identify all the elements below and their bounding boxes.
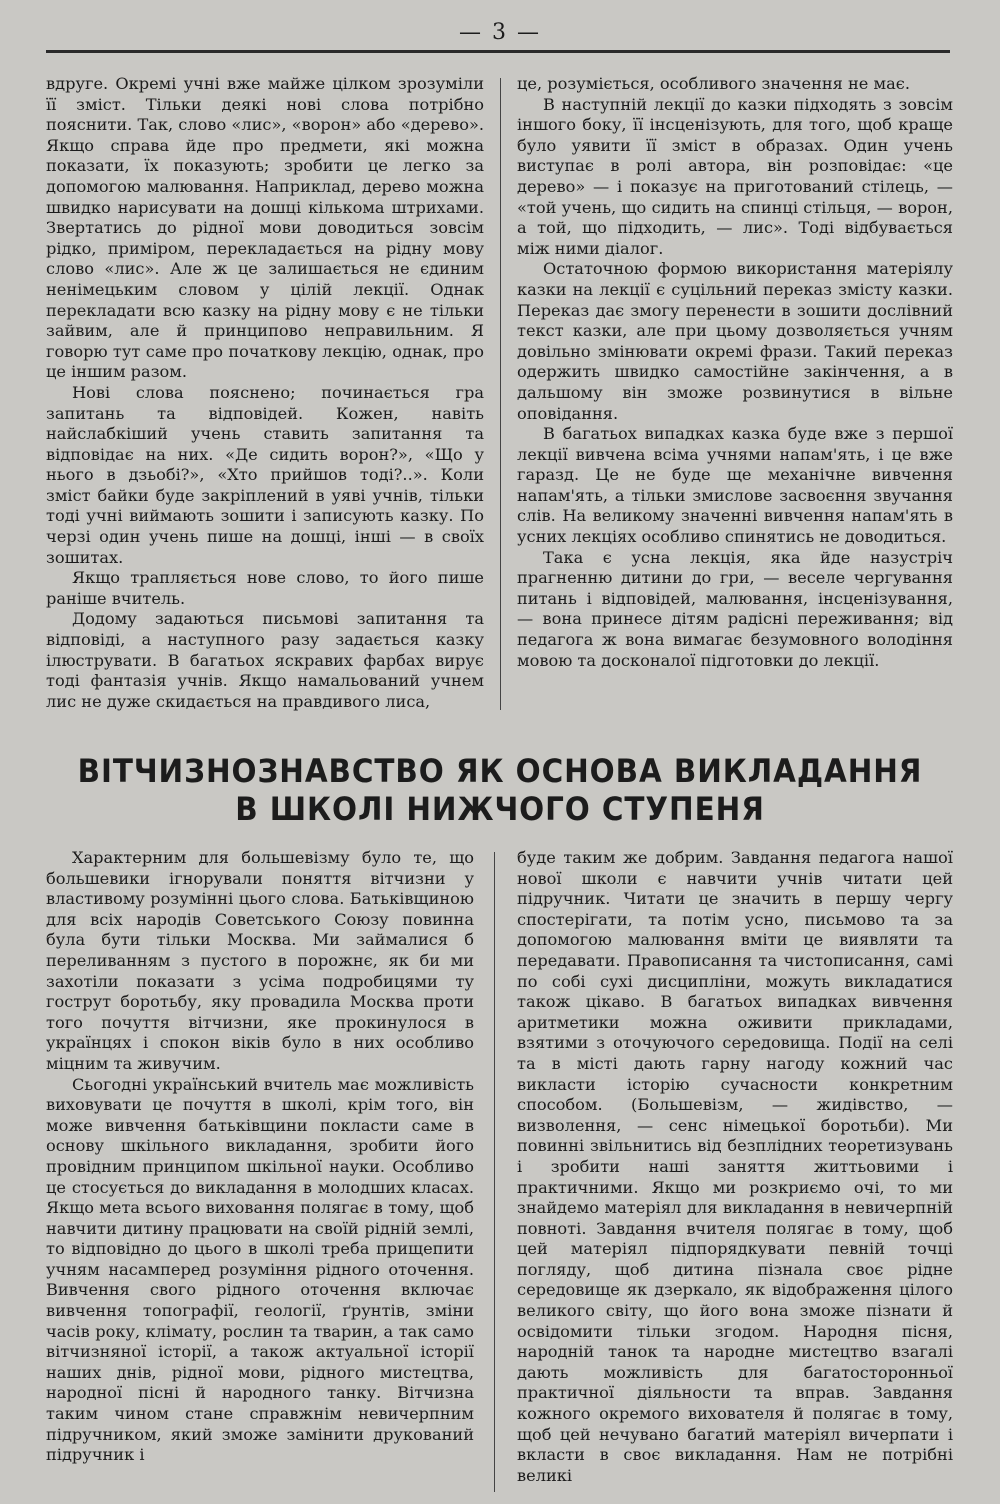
paragraph: це, розуміється, особливого значення не має. bbox=[517, 74, 910, 93]
paragraph: Якщо трапляється нове слово, то його пише раніше вчитель. bbox=[46, 568, 484, 608]
paragraph: Додому задаються письмові запитання та відповіді, а наступного разу задається казку ілюструвати. В багатьох яскравих фарбах вирує тоді фантазія учнів. Якщо намальований учнем лис не дуже скидається на правдивого лиса, bbox=[46, 609, 484, 711]
page-number: — 3 — bbox=[459, 20, 541, 45]
column-divider bbox=[500, 78, 501, 710]
paragraph: вдруге. Окремі учні вже майже цілком зрозуміли її зміст. Тільки деякі нові слова потрібно пояснити. Так, слово «лис», «ворон» або «дерево». Якщо справа йде про предмети, які можна показати, їх показують; зробити це легко за допомогою малювання. Наприклад, дерево можна швидко нарисувати на дошці кількома штрихами. Звертатись до рідної мови доводиться зовсім рідко, приміром, перекладається на рідну мову слово «лис». Але ж це залишається не єдиним ненімецьким словом у цілій лекції. Однак перекладати всю казку на рідну мову є не тільки зайвим, але й принципово неправильним. Я говорю тут саме про початкову лекцію, однак, про це іншим разом. bbox=[46, 74, 484, 382]
paragraph: Сьогодні український вчитель має можливість виховувати це почуття в школі, крім того, він може вивчення батьківщини покласти саме в основу шкільного викладання, зробити його провідним принципом шкільної науки. Особливо це стосується до викладання в молодших класах. Якщо мета всього виховання полягає в тому, щоб навчити дитину працювати на своїй рідній землі, то відповідно до цього в школі треба прищепити учням насамперед розуміння рідного оточення. Вивчення свого рідного оточення включає вивчення топографії, геології, ґрунтів, зміни часів року, клімату, рослин та тварин, а так само вітчизняної історії, а також актуальної історії наших днів, рідної мови, рідного мистецтва, народної пісні й народного танку. Вітчизна таким чином стане справжнім невичерпним підручником, який зможе замінити друкований підручник і bbox=[46, 1074, 474, 1465]
paragraph: Нові слова пояснено; починається гра запитань та відповідей. Кожен, навіть найслабкіший учень ставить запитання та відповідає на них. «Де сидить ворон?», «Що у нього в дзьобі?», «Хто прийшов тоді?..». Коли зміст байки буде закріплений в уяві учнів, тільки тоді учні виймають зошити і записують казку. По черзі один учень пише на дошці, інші — в своїх зошитах. bbox=[46, 382, 484, 567]
header-rule bbox=[46, 50, 950, 53]
article-title-line-1: ВІТЧИЗНОЗНАВСТВО ЯК ОСНОВА ВИКЛАДАННЯ bbox=[77, 752, 923, 790]
paragraph: Така є усна лекція, яка йде назустріч прагненню дитини до гри, — веселе чергування питань і відповідей, малювання, інсценізування, — вона принесе дітям радісні переживання; від педагога ж вона вимагає безумовного володіння мовою та досконалої підготовки до лекції. bbox=[517, 547, 953, 670]
top-right-column bbox=[517, 74, 953, 724]
paragraph: В багатьох випадках казка буде вже з першої лекції вивчена всіма учнями напам'ять, і це вже гаразд. Це не буде ще механічне вивчення напам'ять, а тільки змислове засвоєння звучання слів. На великому значенні вивчення напам'ять в усних лекціях особливо спинятись не доводиться. bbox=[517, 424, 953, 547]
column-divider bbox=[494, 852, 495, 1492]
article-title bbox=[40, 752, 960, 828]
paragraph: В наступній лекції до казки підходять з зовсім іншого боку, її інсценізують, для того, щоб краще було уявити її зміст в образах. Один учень виступає в ролі автора, він розповідає: «це дерево» — і показує на приготований стілець, — «той учень, що сидить на спинці стільця, — ворон, а той, що підходить, — лис». Тоді відбувається між ними діалог. bbox=[517, 94, 953, 258]
top-left-column bbox=[46, 74, 484, 724]
paragraph: Остаточною формою використання матеріялу казки на лекції є суцільний переказ змісту казки. Переказ дає змогу перенести в зошити дослівний текст казки, але при цьому дозволяється учням довільно змінювати окремі фрази. Такий переказ одержить швидко самостійне закінчення, а в дальшому він зможе розвинутися в вільне оповідання. bbox=[517, 259, 953, 423]
article-title-line-2: В ШКОЛІ НИЖЧОГО СТУПЕНЯ bbox=[235, 790, 765, 828]
bottom-left-column bbox=[46, 848, 474, 1493]
paragraph: Характерним для большевізму було те, що большевики ігнорували поняття вітчизни у властивому розумінні цього слова. Батьківщиною для всіх народів Советського Союзу повинна була бути тільки Москва. Ми займалися б переливанням з пустого в порожнє, як би ми захотіли показати з усіма подробицями ту гострут боротьбу, яку провадила Москва проти того почуття вітчизни, яке прокинулося в українцях і спокон віків було в них особливо міцним та живучим. bbox=[46, 848, 474, 1073]
paragraph: буде таким же добрим. Завдання педагога нашої нової школи є навчити учнів читати цей підручник. Читати це значить в першу чергу спостерігати, та потім усно, письмово та за допомогою малювання вміти це виявляти та передавати. Правописання та чистописання, самі по собі сухі дисципліни, можуть викладатися також цікаво. В багатьох випадках вивчення аритметики можна оживити прикладами, взятими з оточуючого середовища. Події на селі та в місті дають гарну нагоду кожний час викласти історію сучасности конкретним способом. (Большевізм, — жидівство, — визволення, — сенс німецької боротьби). Ми повинні звільнитись від безплідних теоретизувань і зробити наші заняття життьовими і практичними. Якщо ми розкриємо очі, то ми знайдемо матеріял для викладання в невичерпній повноті. Завдання вчителя полягає в тому, щоб цей матеріял підпорядкувати певній точці погляду, щоб дитина пізнала своє рідне середовище як дзеркало, як відображення цілого великого світу, що його вона зможе пізнати й освідомити тільки згодом. Народня пісня, народній танок та народне мистецтво взагалі дають можливість для багатосторонньої практичної діяльности та вправ. Завдання кожного окремого вихователя й полягає в тому, щоб цей нечувано багатий матеріял вичерпати і вкласти в своє викладання. Нам не потрібні великі bbox=[517, 848, 953, 1485]
bottom-right-column bbox=[517, 848, 953, 1493]
